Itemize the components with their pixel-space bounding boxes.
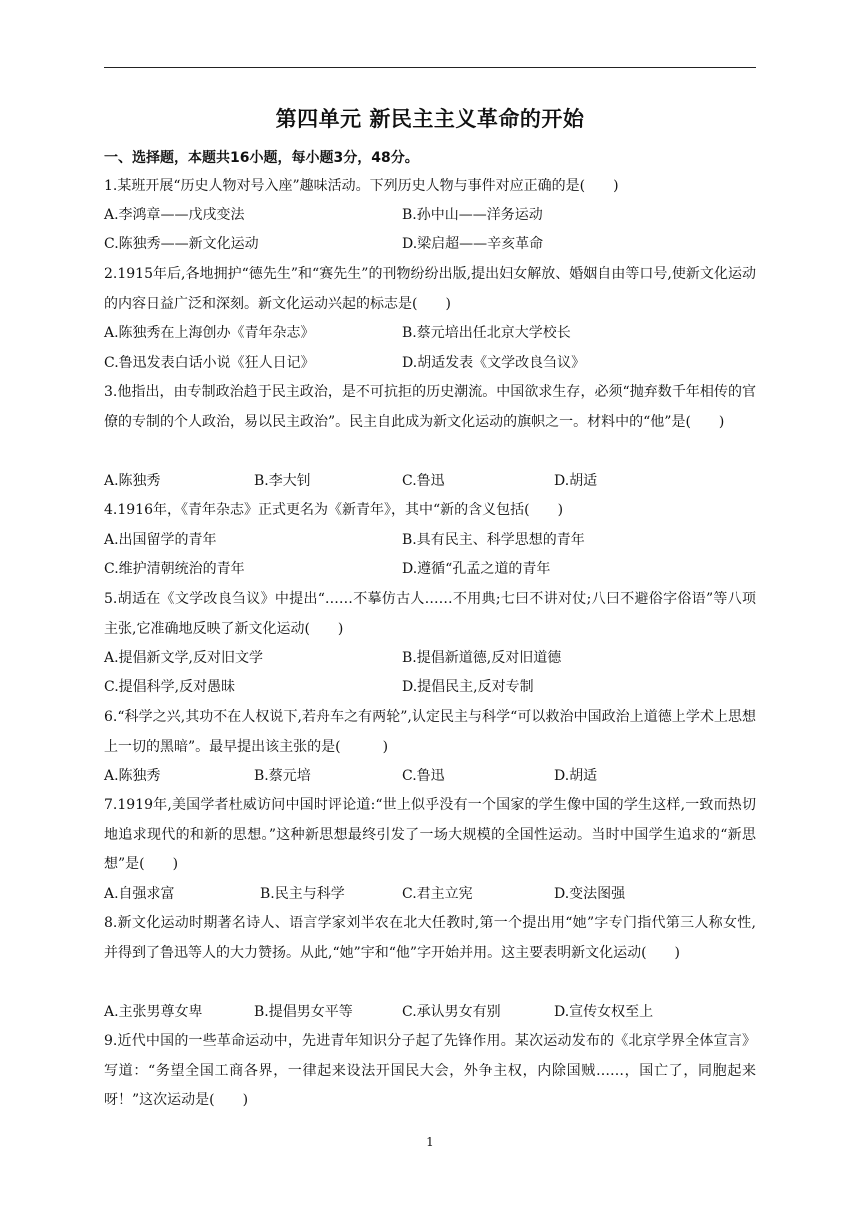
option-c: C.鲁迅发表白话小说《狂人日记》 bbox=[104, 355, 315, 371]
question-7-stem: 7.1919年,美国学者杜威访问中国时评论道:“世上似乎没有一个国家的学生像中国的学生这样,一致而热切地追求现代的和新的思想。”这种新思想最终引发了一场大规模的全国性运动。当时中国学生追求的“新思想”是( ) bbox=[104, 797, 756, 872]
option-a: A.陈独秀 bbox=[104, 768, 161, 784]
question-2-stem: 2.1915年后,各地拥护“德先生”和“赛先生”的刊物纷纷出版,提出妇女解放、婚姻自由等口号,使新文化运动的内容日益广泛和深刻。新文化运动兴起的标志是( ) bbox=[104, 266, 756, 312]
page-number: 1 bbox=[426, 1135, 434, 1149]
question-5-options-row2 bbox=[104, 673, 756, 703]
option-a: A.自强求富 bbox=[104, 886, 175, 902]
option-c: C.提倡科学,反对愚昧 bbox=[104, 679, 236, 695]
option-a: A.陈独秀在上海创办《青年杂志》 bbox=[104, 325, 315, 341]
header-rule bbox=[104, 67, 756, 68]
question-4-stem: 4.1916年，《青年杂志》正式更名为《新青年》，其中“新的含义包括( ) bbox=[104, 502, 564, 518]
question-4-options-row2 bbox=[104, 555, 756, 585]
option-c: C.承认男女有别 bbox=[402, 1004, 501, 1020]
option-d: D.遵循“孔孟之道的青年 bbox=[402, 561, 551, 577]
question-2-options bbox=[104, 319, 756, 349]
option-a: A.李鸿章——戊戌变法 bbox=[104, 207, 245, 223]
question-3-stem: 3.他指出，由专制政治趋于民主政治，是不可抗拒的历史潮流。中国欲求生存，必须“抛弃数千年相传的官僚的专制的个人政治，易以民主政治”。民主自此成为新文化运动的旗帜之一。材料中的“他”是( ) bbox=[104, 384, 756, 430]
option-d: D.胡适 bbox=[554, 768, 598, 784]
option-b: B.具有民主、科学思想的青年 bbox=[402, 532, 585, 548]
option-d: D.变法图强 bbox=[554, 886, 626, 902]
option-c: C.鲁迅 bbox=[402, 768, 445, 784]
option-c: C.鲁迅 bbox=[402, 473, 445, 489]
option-a: A.主张男尊女卑 bbox=[104, 1004, 203, 1020]
option-b: B.提倡新道德,反对旧道德 bbox=[402, 650, 562, 666]
question-8-stem: 8.新文化运动时期著名诗人、语言学家刘半农在北大任教时,第一个提出用“她”字专门指代第三人称女性,并得到了鲁迅等人的大力赞扬。从此,“她”宇和“他”字开始并用。这主要表明新文化运动( ) bbox=[104, 915, 756, 961]
option-c: C.陈独秀——新文化运动 bbox=[104, 236, 259, 252]
option-b: B.提倡男女平等 bbox=[254, 1004, 353, 1020]
question-7-options bbox=[104, 880, 756, 910]
question-1-stem: 1.某班开展“历史人物对号入座”趣味活动。下列历史人物与事件对应正确的是( ) bbox=[104, 178, 619, 194]
section-heading: 一、选择题，本题共16小题，每小题3分，48分。 bbox=[104, 150, 419, 166]
option-c: C.君主立宪 bbox=[402, 886, 473, 902]
option-d: D.胡适发表《文学改良刍议》 bbox=[402, 355, 586, 371]
question-1-options bbox=[104, 201, 756, 231]
question-8-options bbox=[104, 998, 756, 1028]
question-2-options-row2 bbox=[104, 349, 756, 379]
question-5-options bbox=[104, 644, 756, 674]
option-a: A.陈独秀 bbox=[104, 473, 161, 489]
question-3-options bbox=[104, 467, 756, 497]
option-a: A.出国留学的青年 bbox=[104, 532, 217, 548]
question-5-stem: 5.胡适在《文学改良刍议》中提出“……不摹仿古人……不用典;七曰不讲对仗;八曰不避俗字俗语”等八项主张,它准确地反映了新文化运动( ) bbox=[104, 591, 756, 637]
option-b: B.孙中山——洋务运动 bbox=[402, 207, 543, 223]
page-title: 第四单元 新民主主义革命的开始 bbox=[275, 107, 585, 131]
option-d: D.提倡民主,反对专制 bbox=[402, 679, 534, 695]
option-b: B.蔡元培 bbox=[254, 768, 311, 784]
question-4-options bbox=[104, 526, 756, 556]
question-1-options-row2 bbox=[104, 230, 756, 260]
question-9-stem: 9.近代中国的一些革命运动中，先进青年知识分子起了先锋作用。某次运动发布的《北京学界全体宣言》写道：“务望全国工商各界，一律起来设法开国民大会，外争主权，内除国贼……，国亡了，同胞起来呀！”这次运动是( ) bbox=[104, 1033, 756, 1108]
option-d: D.宣传女权至上 bbox=[554, 1004, 654, 1020]
option-c: C.维护清朝统治的青年 bbox=[104, 561, 245, 577]
option-b: B.民主与科学 bbox=[260, 886, 345, 902]
option-b: B.蔡元培出任北京大学校长 bbox=[402, 325, 571, 341]
option-d: D.胡适 bbox=[554, 473, 598, 489]
option-b: B.李大钊 bbox=[254, 473, 311, 489]
option-d: D.梁启超——辛亥革命 bbox=[402, 236, 544, 252]
question-6-options bbox=[104, 762, 756, 792]
option-a: A.提倡新文学,反对旧文学 bbox=[104, 650, 264, 666]
question-6-stem: 6.“科学之兴,其功不在人权说下,若舟车之有两轮”,认定民主与科学“可以救治中国政治上道德上学术上思想上一切的黑暗”。最早提出该主张的是( ) bbox=[104, 709, 756, 755]
